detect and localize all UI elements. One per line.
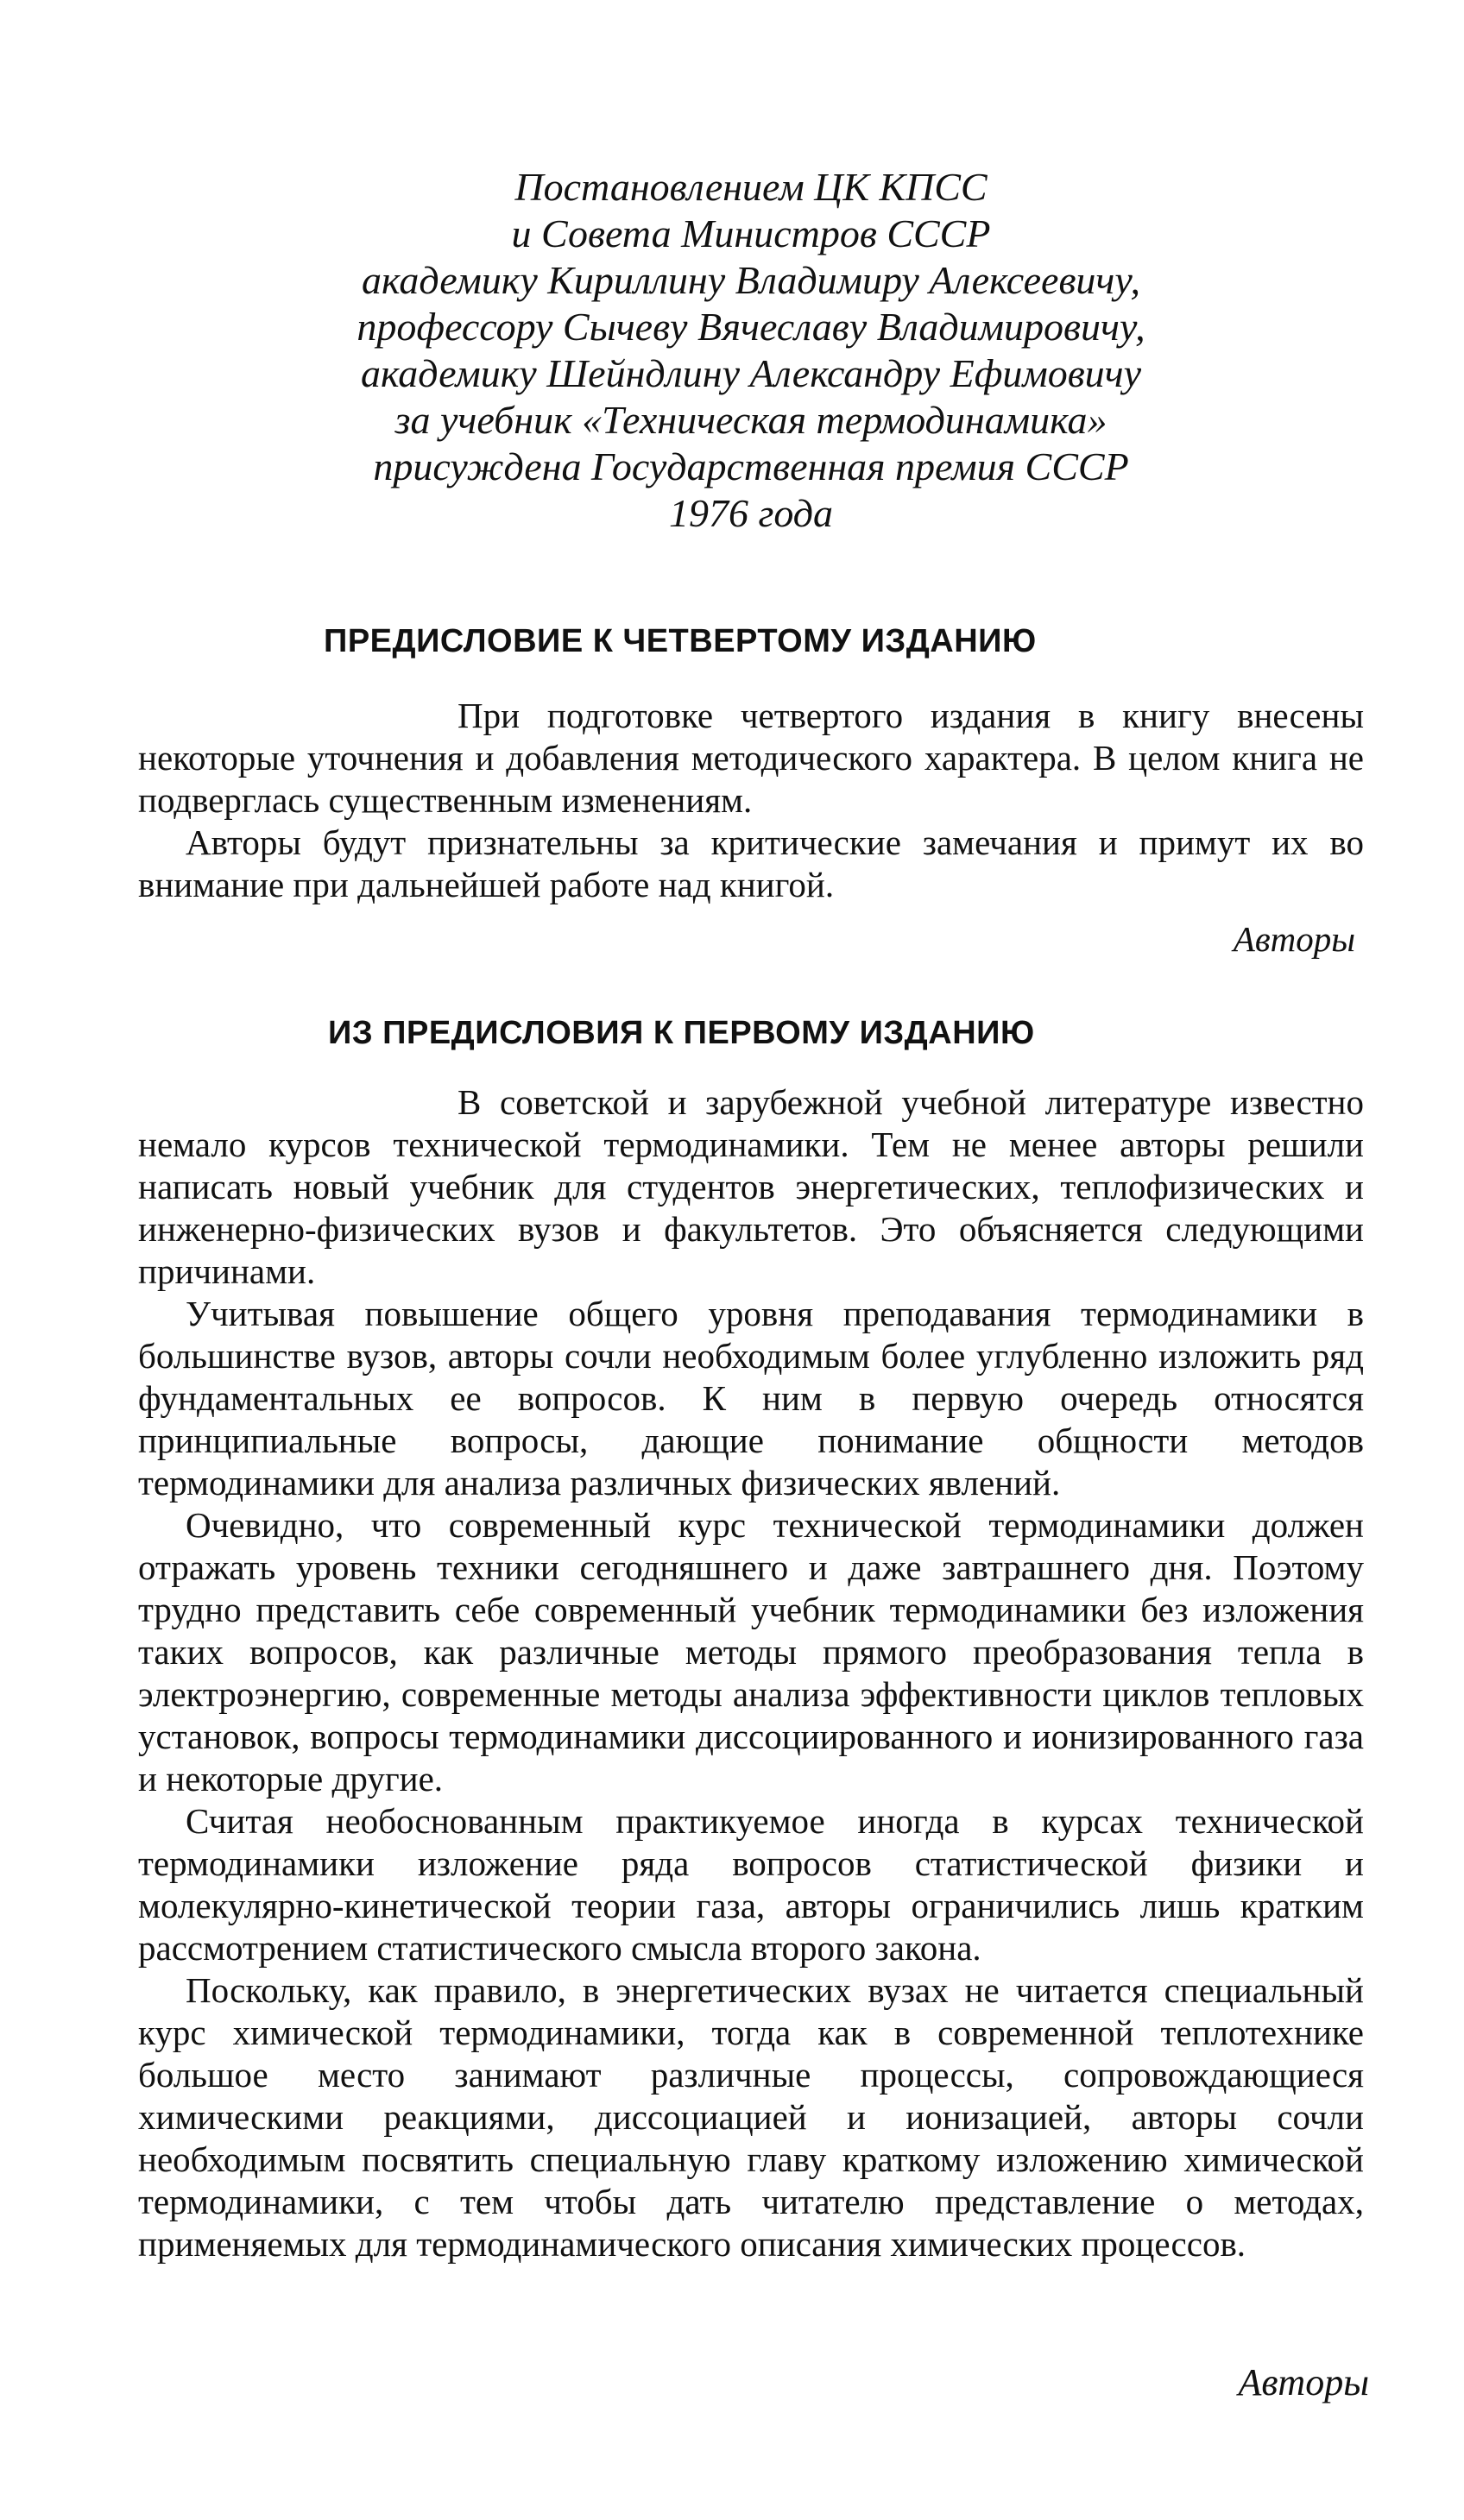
dedication-line: 1976 года [668,491,834,535]
preface-first-paragraph: Учитывая повышение общего уровня преподавания термодинамики в большинстве вузов, авторы сочли необходимым более углубленно изложить ряд фундаментальных ее вопросов. К ним в первую очередь относятся принципиальные вопросы, дающие понимание общности методов термодинамики для анализа различных физических явлений. [138,1294,1364,1503]
dedication-line: академику Шейндлину Александру Ефимовичу [360,351,1142,395]
preface-fourth-heading: ПРЕДИСЛОВИЕ К ЧЕТВЕРТОМУ ИЗДАНИЮ [324,623,1037,659]
dedication-line: и Совета Министров СССР [511,211,991,255]
preface-first-paragraph: Поскольку, как правило, в энергетических вузах не читается специальный курс химической термодинамики, тогда как в современной теплотехнике большое место занимают различные процессы, сопровождающиеся химическими реакциями, диссоциацией и ионизацией, авторы сочли необходимым посвятить специальную главу краткому изложению химической термодинамики, с тем чтобы дать читателю представление о методах, применяемых для термодинамического описания химических процессов. [138,1970,1364,2264]
dedication-line: профессору Сычеву Вячеславу Владимировичу, [357,305,1145,349]
preface-first-paragraph: В советской и зарубежной учебной литературе известно немало курсов технической термодинамики. Тем не менее авторы решили написать новый учебник для студентов энергетических, теплофизических и инженерно-физических вузов и факультетов. Это объясняется следующими причинами. [138,1082,1364,1291]
dedication-block [138,164,1364,537]
preface-fourth-signature: Авторы [1233,919,1355,959]
preface-fourth-paragraph: При подготовке четвертого издания в книгу внесены некоторые уточнения и добавления методического характера. В целом книга не подверглась существенным изменениям. [138,696,1364,820]
preface-first-paragraph: Считая необоснованным практикуемое иногда в курсах технической термодинамики изложение ряда вопросов статистической физики и молекулярно-кинетической теории газа, авторы ограничились лишь кратким рассмотрением статистического смысла второго закона. [138,1801,1364,1968]
dedication-line: Постановлением ЦК КПСС [514,165,988,209]
dedication-line: академику Кириллину Владимиру Алексеевичу, [362,258,1140,302]
page-content [138,164,1364,2265]
preface-first-heading: ИЗ ПРЕДИСЛОВИЯ К ПЕРВОМУ ИЗДАНИЮ [328,1015,1035,1051]
dedication-line: за учебник «Техническая термодинамика» [394,398,1107,442]
dedication-line: присуждена Государственная премия СССР [373,444,1129,488]
preface-fourth-paragraph: Авторы будут признательны за критические замечания и примут их во внимание при дальнейшей работе над книгой. [138,822,1364,904]
preface-first-signature: Авторы [1238,2361,1369,2403]
preface-first-paragraph: Очевидно, что современный курс технической термодинамики должен отражать уровень техники сегодняшнего и даже завтрашнего дня. Поэтому трудно представить себе современный учебник термодинамики без изложения таких вопросов, как различные методы прямого преобразования тепла в электроэнергию, современные методы анализа эффективности циклов тепловых установок, вопросы термодинамики диссоциированного и ионизированного газа и некоторые другие. [138,1505,1364,1799]
